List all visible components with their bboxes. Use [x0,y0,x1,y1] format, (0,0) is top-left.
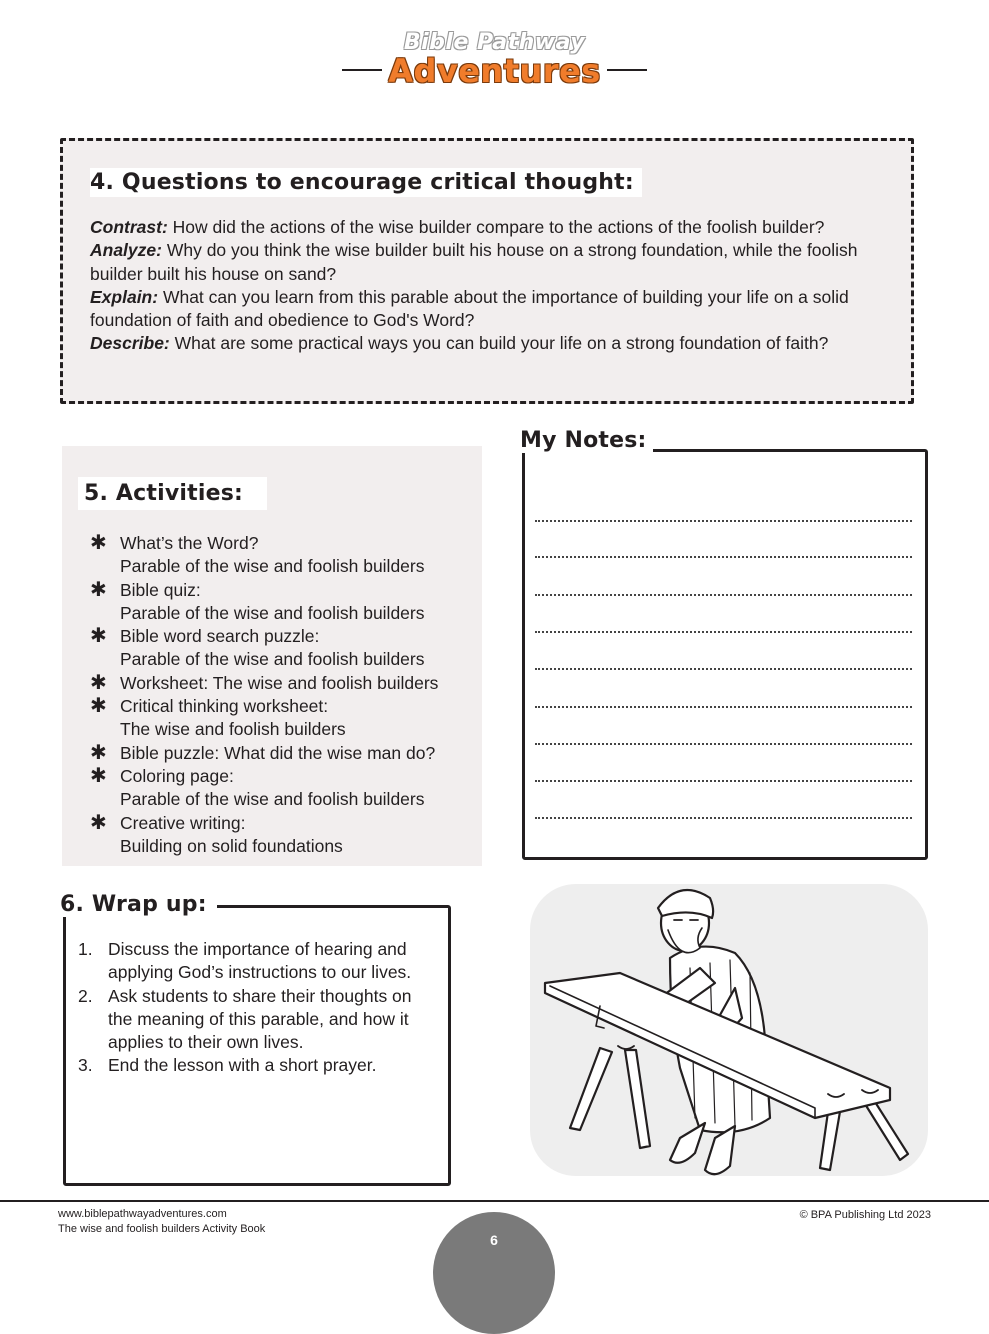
activity-line1: Worksheet: The wise and foolish builders [120,672,439,693]
activity-line2: Parable of the wise and foolish builders [120,602,425,623]
wrap-up-number: 2. [78,985,93,1006]
section5-title: 5. Activities: [78,477,267,510]
wrap-up-list [78,938,438,1078]
activity-item [90,695,470,742]
question-label: Analyze: [90,240,162,261]
activity-item [90,579,470,626]
activity-line2: The wise and foolish builders [120,719,346,740]
activity-line2: Building on solid foundations [120,835,343,856]
note-line[interactable] [535,743,912,745]
activity-line1: Bible quiz: [120,579,201,600]
asterisk-icon: ✱ [90,764,107,787]
activity-line1: Bible puzzle: What did the wise man do? [120,742,436,763]
activity-item [90,625,470,672]
activity-line1: What’s the Word? [120,533,259,553]
footer-website[interactable]: www.biblepathwayadventures.com [58,1208,227,1220]
section6-title: 6. Wrap up: [58,892,217,917]
asterisk-icon: ✱ [90,532,107,554]
note-line[interactable] [535,631,912,633]
activity-item [90,765,470,812]
notes-title: My Notes: [520,428,653,453]
activity-line1: Critical thinking worksheet: [120,696,329,717]
footer-book-title: The wise and foolish builders Activity Book [58,1223,266,1235]
page-number: 6 [490,1232,498,1248]
note-line[interactable] [535,780,912,782]
question-text: Why do you think the wise builder built his house on a strong foundation, while the foolish builder built his house on sand? [90,240,858,284]
note-line[interactable] [535,594,912,596]
note-line[interactable] [535,668,912,670]
question-item [90,332,890,355]
asterisk-icon: ✱ [90,671,107,694]
note-line[interactable] [535,520,912,522]
wrap-up-item [78,938,438,985]
asterisk-icon: ✱ [90,811,107,834]
activity-item [90,672,470,695]
activities-list [90,532,470,858]
note-line[interactable] [535,556,912,558]
question-text: What are some practical ways you can build your life on a strong foundation of faith? [169,333,829,354]
asterisk-icon: ✱ [90,625,107,648]
activity-line1: Creative writing: [120,812,246,833]
wrap-up-text: End the lesson with a short prayer. [108,1055,377,1076]
footer-rule [0,1200,989,1202]
activity-item [90,532,470,579]
notes-box[interactable] [522,449,928,860]
activity-line2: Parable of the wise and foolish builders [120,789,425,810]
note-line[interactable] [535,706,912,708]
wrap-up-number: 3. [78,1055,93,1076]
activity-line2: Parable of the wise and foolish builders [120,649,425,670]
critical-questions [90,216,890,356]
question-item [90,239,890,286]
wrap-up-item [78,1054,438,1077]
section4-title: 4. Questions to encourage critical thought: [90,168,642,197]
wrap-up-text: Discuss the importance of hearing and applying God’s instructions to our lives. [108,939,412,983]
note-line[interactable] [535,817,912,819]
asterisk-icon: ✱ [90,741,107,764]
activity-line1: Coloring page: [120,765,234,786]
wrap-up-text: Ask students to share their thoughts on the meaning of this parable, and how it applies to their own lives. [108,985,412,1053]
activity-item [90,812,470,859]
logo-top-text: Bible Pathway [403,30,586,55]
wrap-up-item [78,985,438,1055]
footer-copyright: © BPA Publishing Ltd 2023 [799,1209,931,1221]
footer-left [58,1207,265,1237]
activity-item [90,742,470,765]
question-item [90,216,890,239]
wrap-up-number: 1. [78,939,93,959]
question-label: Contrast: [90,217,168,237]
question-item [90,286,890,333]
question-text: How did the actions of the wise builder compare to the actions of the foolish builder? [167,217,825,237]
activity-line1: Bible word search puzzle: [120,626,320,647]
activity-line2: Parable of the wise and foolish builders [120,556,425,577]
builder-illustration [530,868,930,1198]
logo-main-text: Adventures [388,52,601,90]
question-label: Explain: [90,286,159,307]
question-text: What can you learn from this parable about the importance of building your life on a solid foundation of faith and obedience to God's Word? [90,286,849,331]
page-number-tab [433,1212,555,1334]
asterisk-icon: ✱ [90,695,107,718]
question-label: Describe: [90,333,170,354]
asterisk-icon: ✱ [90,578,107,601]
